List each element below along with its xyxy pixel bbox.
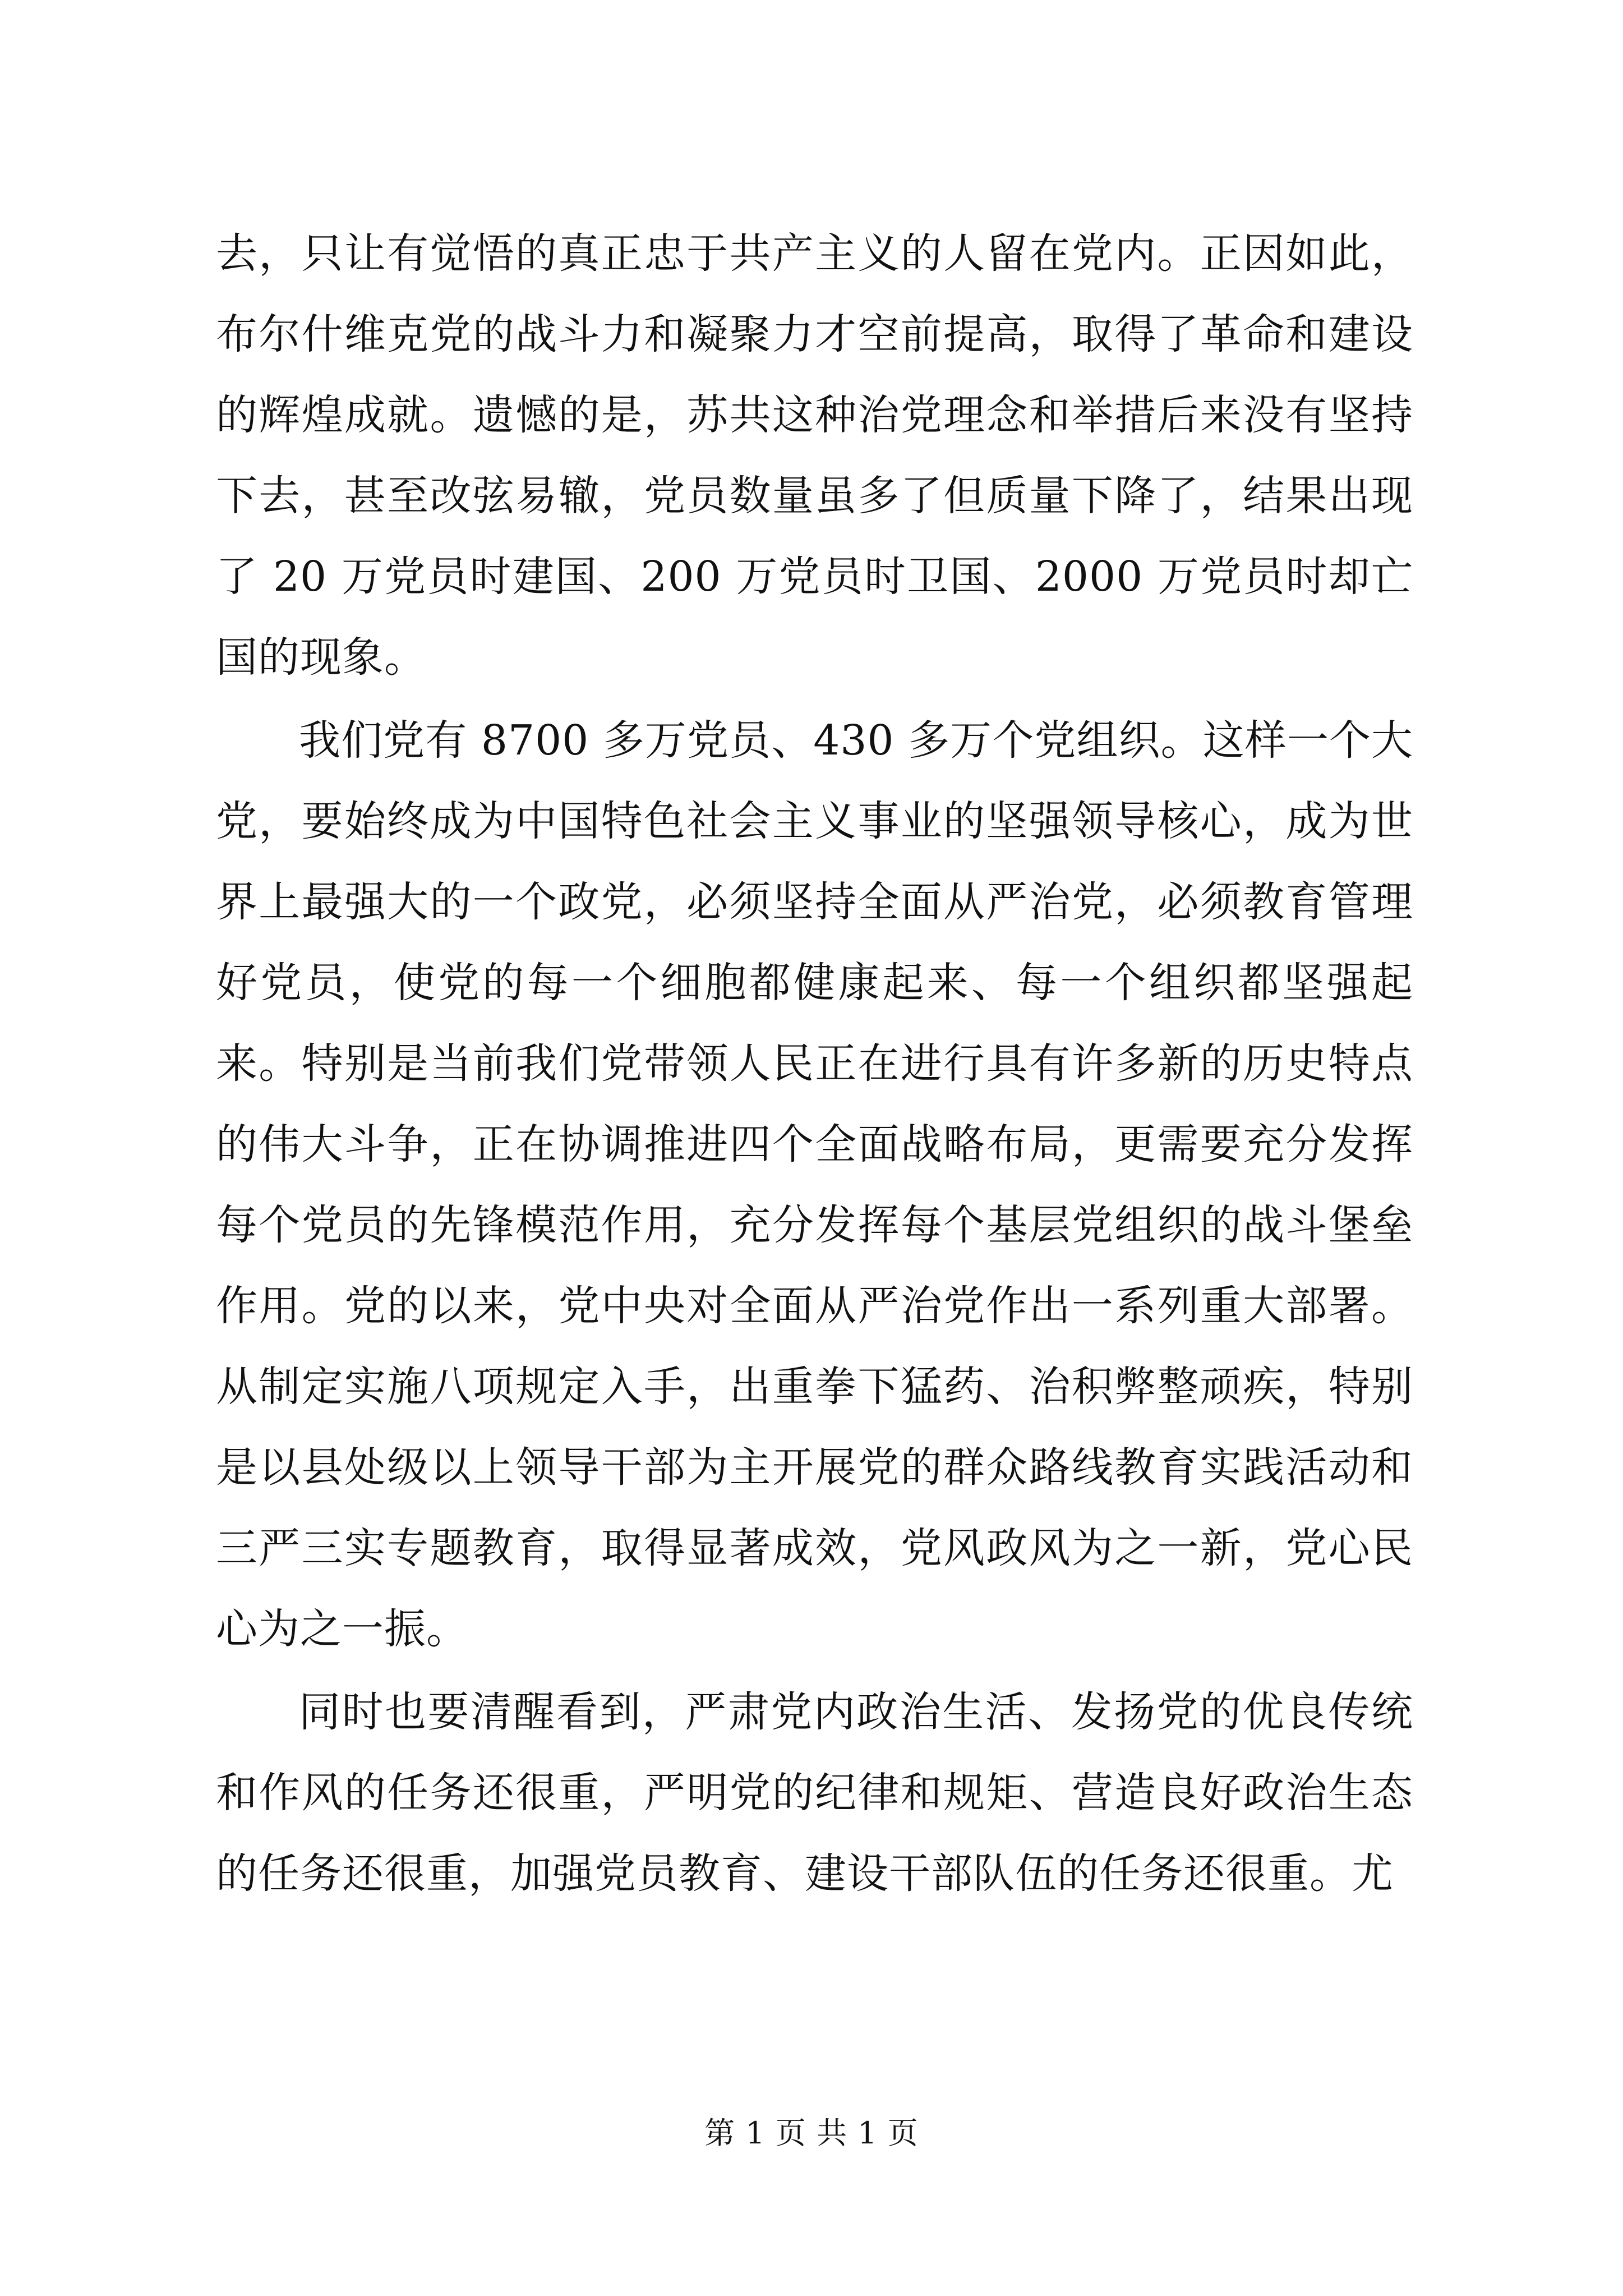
paragraph-1: 去，只让有觉悟的真正忠于共产主义的人留在党内。正因如此，布尔什维克党的战斗力和凝聚力才空前提高，取得了革命和建设的辉煌成就。遗憾的是，苏共这种治党理念和举措后来没有坚持下去，甚至改弦易辙，党员数量虽多了但质量下降了，结果出现了 20 万党员时建国、200 万党员时卫国、2000 万党员时却亡国的现象。 — [216, 229, 1413, 682]
document-body — [216, 213, 1413, 1914]
page-number-footer: 第 1 页 共 1 页 — [704, 2115, 919, 2151]
paragraph-3: 同时也要清醒看到，严肃党内政治生活、发扬党的优良传统和作风的任务还很重，严明党的纪律和规矩、营造良好政治生态的任务还很重，加强党员教育、建设干部队伍的任务还很重。尤 — [216, 1688, 1413, 1898]
paragraph-2: 我们党有 8700 多万党员、430 多万个党组织。这样一个大党，要始终成为中国特色社会主义事业的坚强领导核心，成为世界上最强大的一个政党，必须坚持全面从严治党，必须教育管理好党员，使党的每一个细胞都健康起来、每一个组织都坚强起来。特别是当前我们党带领人民正在进行具有许多新的历史特点的伟大斗争，正在协调推进四个全面战略布局，更需要充分发挥每个党员的先锋模范作用，充分发挥每个基层党组织的战斗堡垒作用。党的以来，党中央对全面从严治党作出一系列重大部署。从制定实施八项规定入手，出重拳下猛药、治积弊整顽疾，特别是以县处级以上领导干部为主开展党的群众路线教育实践活动和三严三实专题教育，取得显著成效，党风政风为之一新，党心民心为之一振。 — [216, 716, 1413, 1653]
